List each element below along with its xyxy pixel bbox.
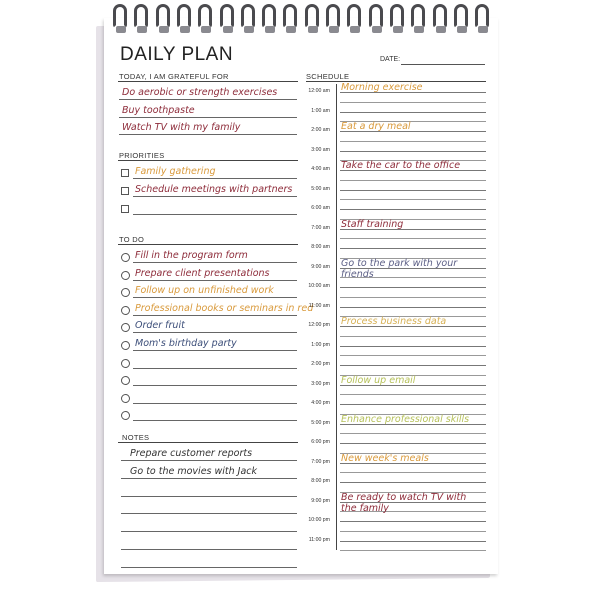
todo-radio[interactable] (121, 253, 130, 262)
todo-entry[interactable]: Order fruit (135, 320, 185, 332)
coil-ring (475, 4, 489, 28)
todo-radio[interactable] (121, 271, 130, 280)
todo-line (133, 420, 297, 421)
time-label: 11:00 am (308, 302, 330, 309)
time-label: 2:00 am (311, 127, 330, 133)
todo-heading: TO DO (119, 235, 145, 244)
todo-line (133, 403, 297, 404)
schedule-entry[interactable]: Be ready to watch TV with the family (341, 491, 467, 514)
schedule-entry[interactable]: Eat a dry meal (341, 121, 411, 132)
spiral-coil (155, 4, 173, 34)
coil-ring (134, 4, 148, 28)
time-label: 9:00 pm (311, 497, 330, 504)
coil-ring (433, 4, 447, 28)
coil-ring (305, 4, 319, 28)
time-label: 9:00 am (311, 263, 330, 270)
priority-line (133, 178, 297, 179)
binding-hole (329, 26, 339, 33)
time-label: 6:00 pm (311, 439, 330, 445)
binding-hole (457, 26, 467, 33)
binding-hole (137, 26, 147, 33)
schedule-entry[interactable]: Go to the park with your friends (341, 257, 458, 280)
spiral-coil (474, 4, 492, 34)
priority-checkbox[interactable] (121, 205, 129, 213)
spiral-coil (240, 4, 258, 34)
time-label: 4:00 pm (311, 400, 330, 406)
spiral-coil (219, 4, 237, 34)
schedule-entry[interactable]: New week's meals (341, 452, 429, 464)
spiral-coil (176, 4, 194, 34)
time-label: 11:00 pm (308, 536, 330, 543)
time-label: 4:00 am (311, 166, 330, 172)
coil-ring (369, 4, 383, 28)
time-label: 12:00 pm (308, 322, 330, 328)
grateful-entry[interactable]: Do aerobic or strength exercises (122, 87, 278, 98)
coil-ring (156, 4, 170, 28)
spiral-coil (453, 4, 471, 34)
notes-heading-rule (118, 442, 298, 443)
notes-line (121, 478, 297, 479)
todo-radio[interactable] (121, 394, 130, 403)
time-label: 3:00 am (311, 146, 330, 153)
grateful-line (119, 99, 297, 100)
schedule-half-line (340, 355, 486, 356)
schedule-half-line (340, 472, 486, 473)
spiral-binding (112, 4, 492, 36)
binding-hole (414, 26, 424, 33)
schedule-line (340, 307, 486, 308)
date-label: DATE: (380, 56, 401, 63)
schedule-half-line (340, 336, 486, 337)
schedule-heading: SCHEDULE (306, 72, 350, 81)
binding-hole (244, 26, 254, 33)
todo-radio[interactable] (121, 359, 130, 368)
schedule-entry[interactable]: Take the car to the office (341, 160, 461, 171)
notes-line (121, 531, 297, 532)
todo-radio[interactable] (121, 306, 130, 315)
grateful-heading-rule (118, 81, 298, 82)
coil-ring (220, 4, 234, 28)
schedule-half-line (340, 102, 486, 103)
binding-hole (436, 26, 446, 33)
todo-entry[interactable]: Follow up on unfinished work (135, 285, 274, 297)
binding-hole (180, 26, 190, 33)
schedule-half-line (340, 297, 486, 298)
priority-entry[interactable]: Schedule meetings with partners (135, 184, 293, 195)
schedule-entry[interactable]: Process business data (341, 316, 447, 327)
schedule-entry[interactable]: Morning exercise (341, 82, 423, 93)
binding-hole (201, 26, 211, 33)
grateful-heading: TODAY, I AM GRATEFUL FOR (119, 72, 229, 81)
schedule-line (340, 521, 486, 522)
notes-line (121, 496, 297, 497)
page-title: DAILY PLAN (120, 44, 234, 65)
coil-ring (454, 4, 468, 28)
binding-hole (372, 26, 382, 33)
schedule-line (340, 209, 486, 210)
schedule-line (340, 541, 486, 542)
grateful-line (119, 117, 297, 118)
time-label: 5:00 pm (311, 419, 330, 426)
coil-ring (113, 4, 127, 28)
time-label: 1:00 am (311, 107, 330, 114)
schedule-entry[interactable]: Follow up email (341, 374, 416, 386)
spiral-coil (282, 4, 300, 34)
binding-hole (116, 26, 126, 33)
schedule-half-line (340, 394, 486, 395)
spiral-coil (410, 4, 428, 34)
priority-checkbox[interactable] (121, 187, 129, 195)
time-label: 10:00 pm (308, 517, 330, 523)
grateful-entry[interactable]: Watch TV with my family (122, 122, 241, 133)
spiral-coil (368, 4, 386, 34)
time-label: 1:00 pm (311, 341, 330, 348)
coil-ring (262, 4, 276, 28)
todo-entry[interactable]: Mom's birthday party (135, 338, 237, 349)
schedule-half-line (340, 531, 486, 532)
schedule-half-line (340, 180, 486, 181)
time-label: 7:00 am (311, 224, 330, 231)
spiral-coil (197, 4, 215, 34)
todo-radio[interactable] (121, 341, 130, 350)
todo-line (133, 297, 297, 298)
schedule-line (340, 443, 486, 444)
todo-line (133, 280, 297, 281)
time-label: 10:00 am (308, 283, 330, 289)
coil-ring (198, 4, 212, 28)
binding-hole (308, 26, 318, 33)
coil-ring (177, 4, 191, 28)
priority-line (133, 214, 297, 215)
notes-line (121, 567, 297, 568)
schedule-line (340, 151, 486, 152)
date-field-line (401, 64, 485, 65)
todo-line (133, 368, 297, 369)
coil-ring (326, 4, 340, 28)
todo-line (133, 350, 297, 351)
schedule-half-line (340, 141, 486, 142)
time-label: 2:00 pm (311, 361, 330, 367)
coil-ring (283, 4, 297, 28)
priority-checkbox[interactable] (121, 169, 129, 177)
notes-line (121, 513, 297, 514)
binding-hole (393, 26, 403, 33)
todo-line (133, 332, 297, 333)
spiral-coil (346, 4, 364, 34)
spiral-coil (261, 4, 279, 34)
todo-heading-rule (118, 244, 298, 245)
grateful-entry[interactable]: Buy toothpaste (122, 104, 195, 116)
binding-hole (159, 26, 169, 33)
coil-ring (390, 4, 404, 28)
spiral-coil (325, 4, 343, 34)
schedule-line (340, 287, 486, 288)
schedule-line (340, 112, 486, 113)
coil-ring (241, 4, 255, 28)
binding-hole (286, 26, 296, 33)
time-label: 12:00 am (308, 88, 330, 94)
schedule-line (340, 346, 486, 347)
note-entry[interactable]: Prepare customer reports (130, 448, 253, 459)
schedule-line (340, 482, 486, 483)
time-label: 5:00 am (311, 185, 330, 192)
priorities-heading-rule (118, 160, 298, 161)
schedule-half-line (340, 433, 486, 434)
time-label: 8:00 pm (311, 478, 330, 484)
priorities-heading: PRIORITIES (119, 151, 165, 160)
priority-entry[interactable]: Family gathering (135, 166, 216, 177)
todo-entry[interactable]: Prepare client presentations (135, 267, 270, 279)
schedule-entry[interactable]: Staff training (341, 218, 404, 230)
schedule-line (340, 365, 486, 366)
todo-line (133, 315, 297, 316)
notes-line (121, 460, 297, 461)
binding-hole (478, 26, 488, 33)
binding-hole (350, 26, 360, 33)
schedule-divider (336, 84, 337, 550)
notes-line (121, 549, 297, 550)
schedule-half-line (340, 199, 486, 200)
schedule-half-line (340, 238, 486, 239)
schedule-half-line (340, 550, 486, 551)
schedule-line (340, 404, 486, 405)
schedule-line (340, 248, 486, 249)
coil-ring (347, 4, 361, 28)
time-label: 8:00 am (311, 244, 330, 250)
note-entry[interactable]: Go to the movies with Jack (130, 465, 258, 477)
notes-heading: NOTES (122, 433, 150, 442)
priority-line (133, 196, 297, 197)
todo-entry[interactable]: Professional books or seminars in red (135, 302, 314, 314)
schedule-entry[interactable]: Enhance professional skills (341, 413, 470, 425)
time-label: 3:00 pm (311, 380, 330, 387)
time-label: 6:00 am (311, 205, 330, 211)
spiral-coil (133, 4, 151, 34)
grateful-line (119, 134, 297, 135)
todo-line (133, 385, 297, 386)
spiral-coil (432, 4, 450, 34)
spiral-coil (112, 4, 130, 34)
time-label: 7:00 pm (311, 458, 330, 465)
schedule-line (340, 190, 486, 191)
todo-line (133, 262, 297, 263)
binding-hole (223, 26, 233, 33)
spiral-coil (304, 4, 322, 34)
binding-hole (265, 26, 275, 33)
coil-ring (411, 4, 425, 28)
spiral-coil (389, 4, 407, 34)
todo-entry[interactable]: Fill in the program form (135, 250, 248, 261)
